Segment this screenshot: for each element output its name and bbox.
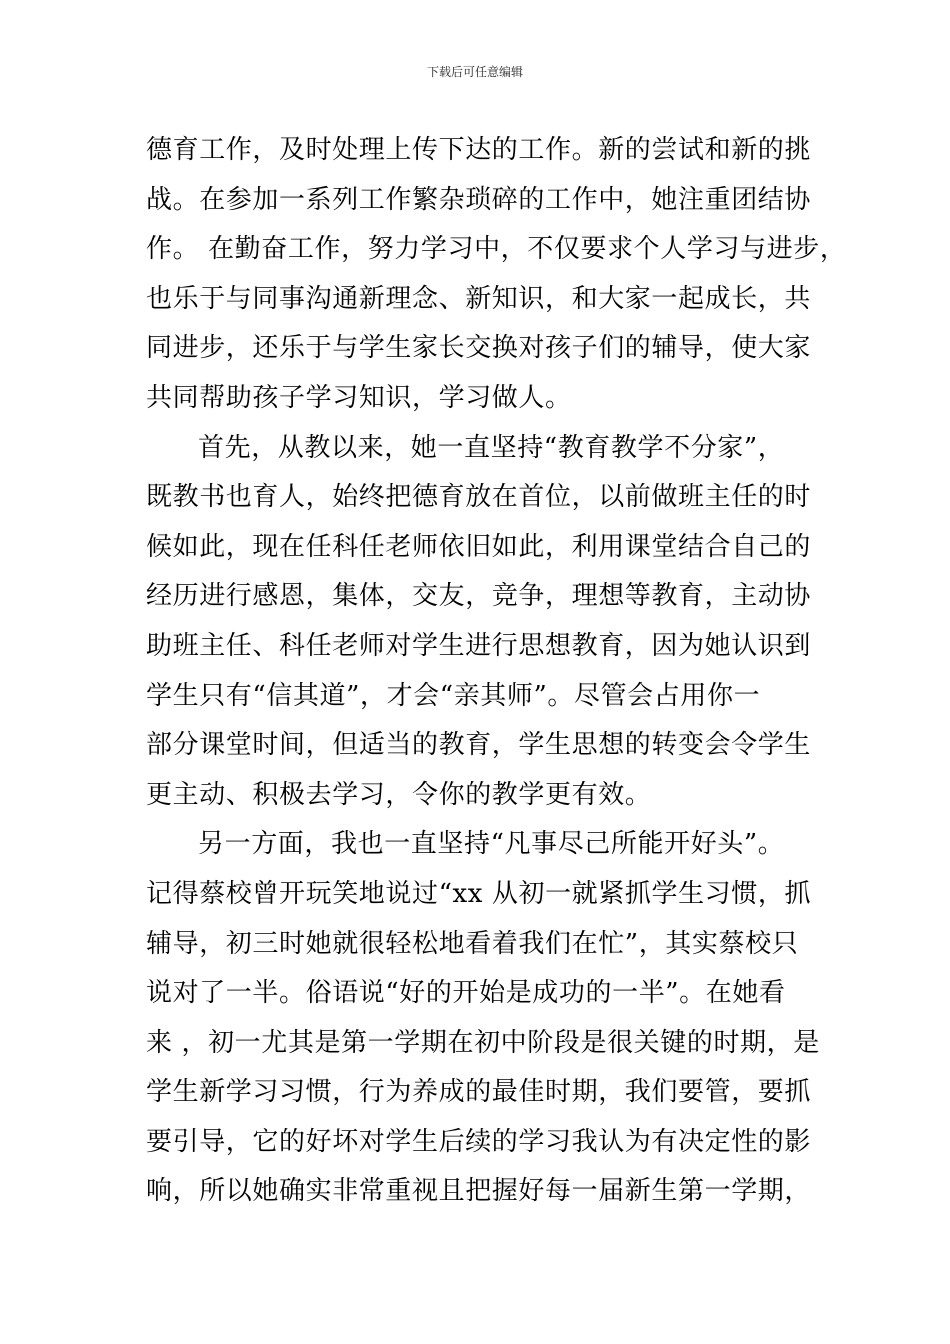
text-line: 说对了一半。俗语说“好的开始是成功的一半”。在她看 bbox=[146, 978, 786, 1009]
text-line: 既教书也育人，始终把德育放在首位，以前做班主任的时 bbox=[146, 482, 812, 513]
text-line: 另一方面，我也一直坚持“凡事尽己所能开好头”。 bbox=[198, 829, 785, 860]
text-line: 战。在参加一系列工作繁杂琐碎的工作中，她注重团结协 bbox=[146, 184, 812, 215]
text-line: 要引导，它的好坏对学生后续的学习我认为有决定性的影 bbox=[146, 1126, 812, 1157]
text-line: 首先，从教以来，她一直坚持“教育教学不分家”， bbox=[198, 432, 785, 463]
text-line: 同进步，还乐于与学生家长交换对孩子们的辅导，使大家 bbox=[146, 333, 812, 364]
page-header: 下载后可任意编辑 bbox=[426, 65, 523, 79]
text-line: 来 ，初一尤其是第一学期在初中阶段是很关键的时期，是 bbox=[146, 1027, 820, 1058]
text-line: 辅导，初三时她就很轻松地看着我们在忙”，其实蔡校只 bbox=[146, 928, 799, 959]
text-line: 德育工作，及时处理上传下达的工作。新的尝试和新的挑 bbox=[146, 135, 812, 165]
paragraph bbox=[146, 424, 836, 821]
text-line: 更主动、积极去学习，令你的教学更有效。 bbox=[146, 779, 652, 810]
text-line: 候如此，现在任科任老师依旧如此，利用课堂结合自己的 bbox=[146, 531, 812, 562]
text-line: 助班主任、科任老师对学生进行思想教育，因为她认识到 bbox=[146, 630, 812, 661]
text-line: 也乐于与同事沟通新理念、新知识，和大家一起成长，共 bbox=[146, 283, 812, 314]
text-line: 学生只有“信其道”，才会“亲其师”。尽管会占用你一 bbox=[146, 680, 761, 711]
text-line: 共同帮助孩子学习知识，学习做人。 bbox=[146, 382, 572, 413]
paragraph bbox=[146, 126, 847, 424]
paragraph bbox=[146, 820, 836, 1217]
text-line: 部分课堂时间，但适当的教育，学生思想的转变会令学生 bbox=[146, 730, 812, 761]
text-line: 作。 在勤奋工作，努力学习中，不仅要求个人学习与进步， bbox=[146, 234, 847, 265]
document-body bbox=[146, 126, 847, 1217]
text-line: 经历进行感恩，集体，交友，竞争，理想等教育，主动协 bbox=[146, 581, 812, 612]
text-line: 学生新学习习惯，行为养成的最佳时期，我们要管，要抓 bbox=[146, 1077, 812, 1108]
text-line: 记得蔡校曾开玩笑地说过“xx 从初一就紧抓学生习惯，抓 bbox=[146, 878, 812, 909]
text-line: 响，所以她确实非常重视且把握好每一届新生第一学期， bbox=[146, 1176, 812, 1207]
